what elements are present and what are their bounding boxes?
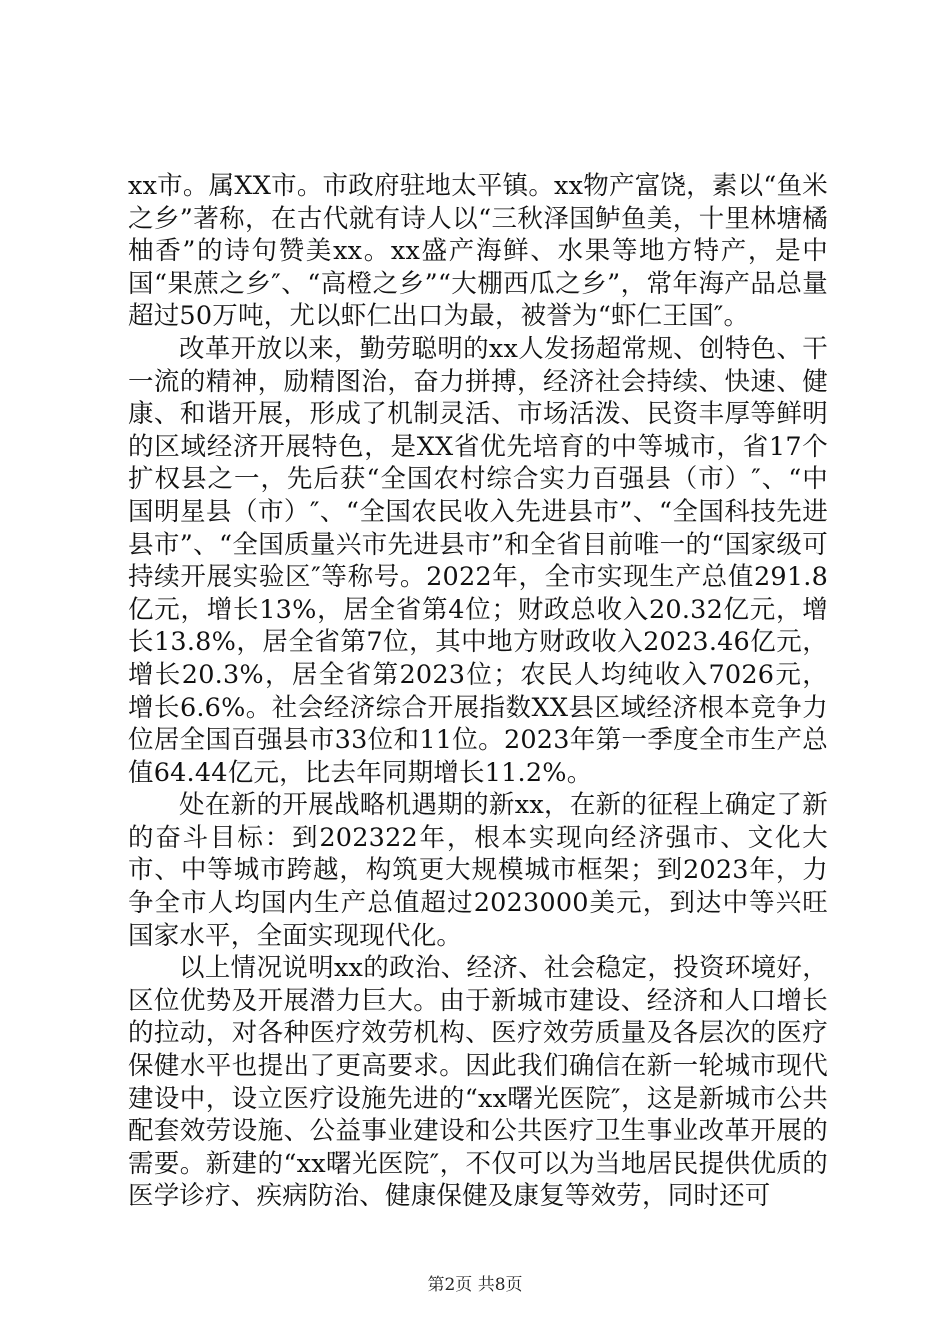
paragraph-4: 以上情况说明xx的政治、经济、社会稳定，投资环境好，区位优势及开展潜力巨大。由于新城市建设、经济和人口增长的拉动，对各种医疗效劳机构、医疗效劳质量及各层次的医疗保健水平也提出了更高要求。因此我们确信在新一轮城市现代建设中，设立医疗设施先进的“xx曙光医院″，这是新城市公共配套效劳设施、公益事业建设和公共医疗卫生事业改革开展的需要。新建的“xx曙光医院″，不仅可以为当地居民提供优质的医学诊疗、疾病防治、健康保健及康复等效劳，同时还可 [128,953,828,1212]
paragraph-2: 改革开放以来，勤劳聪明的xx人发扬超常规、创特色、干一流的精神，励精图治，奋力拼搏，经济社会持续、快速、健康、和谐开展，形成了机制灵活、市场活泼、民资丰厚等鲜明的区域经济开展特色，是XX省优先培育的中等城市，省17个扩权县之一，先后获“全国农村综合实力百强县（市）″、“中国明星县（市）″、“全国农民收入先进县市”、“全国科技先进县市”、“全国质量兴市先进县市”和全省目前唯一的“国家级可持续开展实验区″等称号。2022年，全市实现生产总值291.8亿元，增长13%，居全省第4位；财政总收入20.32亿元，增长13.8%，居全省第7位，其中地方财政收入2023.46亿元，增长20.3%，居全省第2023位；农民人均纯收入7026元，增长6.6%。社会经济综合开展指数XX县区域经济根本竞争力位居全国百强县市33位和11位。2023年第一季度全市生产总值64.44亿元，比去年同期增长11.2%。 [128,333,828,788]
paragraph-3: 处在新的开展战略机遇期的新xx，在新的征程上确定了新的奋斗目标：到202322年，根本实现向经济强市、文化大市、中等城市跨越，构筑更大规模城市框架；到2023年，力争全市人均国内生产总值超过2023000美元，到达中等兴旺国家水平，全面实现现代化。 [128,790,828,951]
document-body [128,170,828,1213]
page-number-footer: 第2页 共8页 [427,1275,523,1295]
paragraph-1: xx市。属XX市。市政府驻地太平镇。xx物产富饶，素以“鱼米之乡”著称，在古代就有诗人以“三秋泽国鲈鱼美，十里林塘橘柚香”的诗句赞美xx。xx盛产海鲜、水果等地方特产，是中国“果蔗之乡″、“高橙之乡”“大棚西瓜之乡”，常年海产品总量超过50万吨，尤以虾仁出口为最，被誉为“虾仁王国″。 [128,171,828,332]
